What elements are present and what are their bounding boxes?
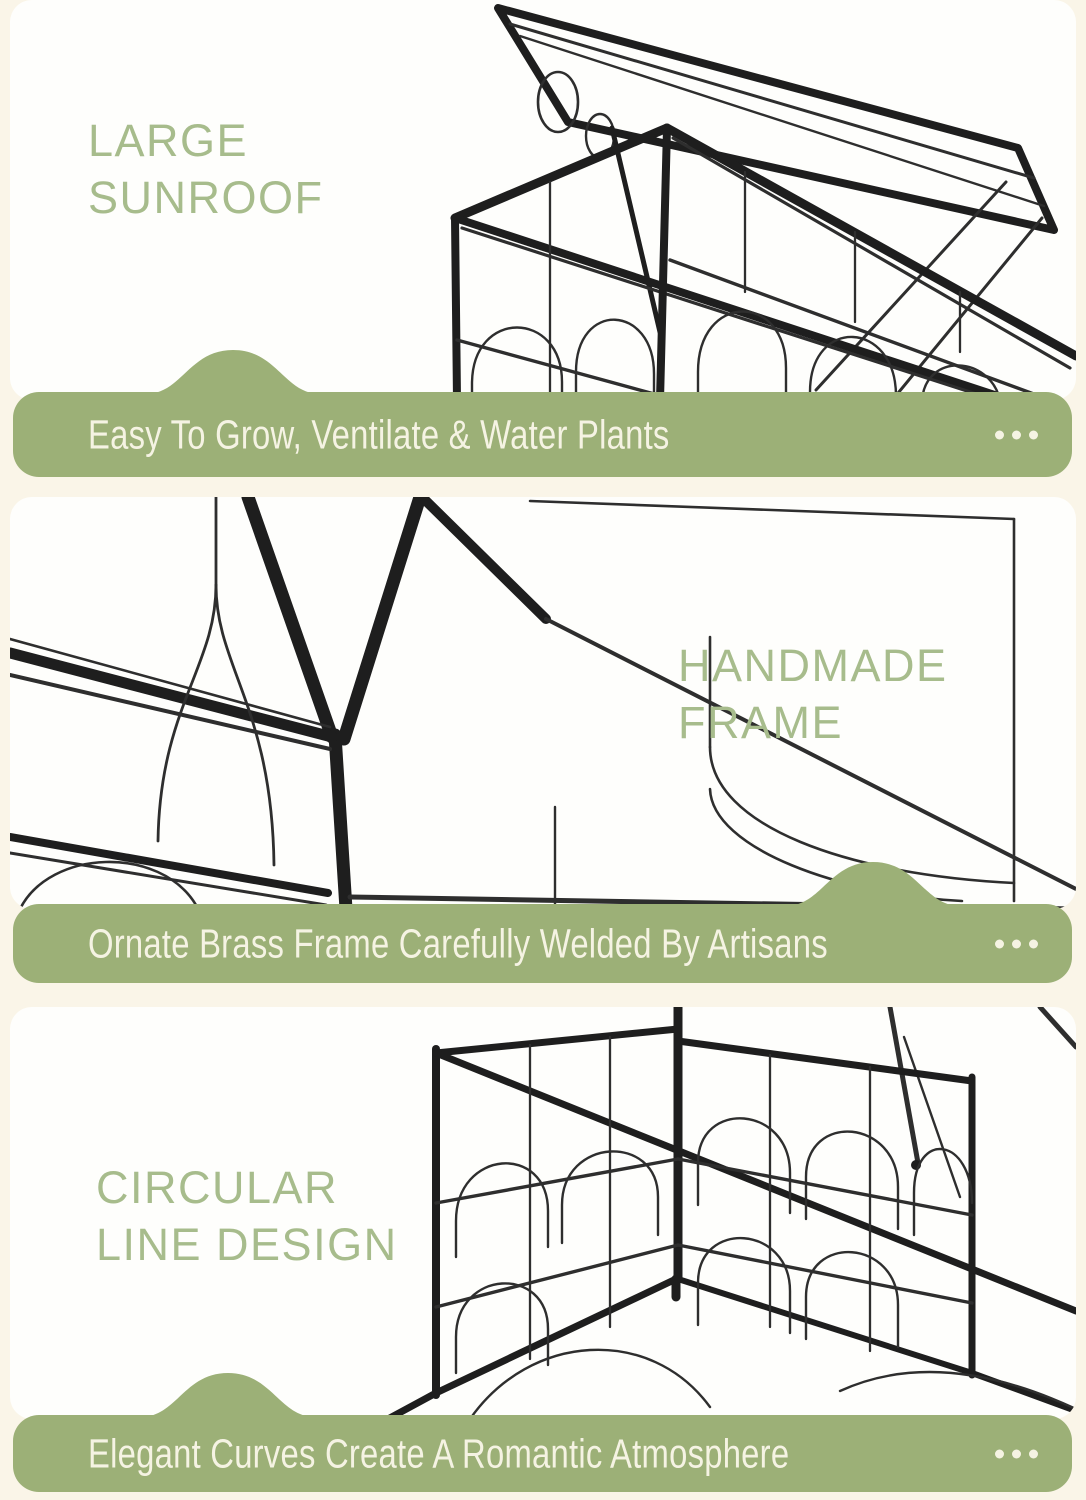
banner-caption: Easy To Grow, Ventilate & Water Plants xyxy=(88,411,670,457)
heading-line: LARGE xyxy=(88,115,249,166)
heading-line: LINE DESIGN xyxy=(96,1219,398,1270)
dot xyxy=(1029,939,1038,948)
heading-line: CIRCULAR xyxy=(96,1162,339,1213)
dot xyxy=(1012,939,1021,948)
ellipsis-icon xyxy=(995,1449,1038,1458)
ellipsis-icon xyxy=(995,939,1038,948)
banner-caption: Ornate Brass Frame Carefully Welded By Artisans xyxy=(88,920,828,966)
dot xyxy=(1029,430,1038,439)
section-heading-circular-line-design xyxy=(96,1159,398,1273)
heading-line: FRAME xyxy=(678,697,843,748)
photo-panel-curves xyxy=(10,1007,1076,1419)
photo-panel-frame xyxy=(10,497,1076,909)
banner-bump-shape xyxy=(148,347,318,394)
caption-banner-frame xyxy=(13,904,1072,983)
banner-caption: Elegant Curves Create A Romantic Atmosphere xyxy=(88,1430,790,1476)
banner-bump-shape xyxy=(143,1370,313,1417)
photo-panel-sunroof xyxy=(10,0,1076,400)
caption-banner-curves xyxy=(13,1415,1072,1492)
dot xyxy=(995,430,1004,439)
dot xyxy=(995,1449,1004,1458)
dot xyxy=(1012,430,1021,439)
banner-bump-shape xyxy=(788,859,958,906)
section-heading-handmade-frame xyxy=(678,637,948,751)
dot xyxy=(1029,1449,1038,1458)
section-heading-large-sunroof xyxy=(88,112,324,226)
heading-line: SUNROOF xyxy=(88,172,324,223)
ellipsis-icon xyxy=(995,430,1038,439)
dot xyxy=(995,939,1004,948)
caption-banner-sunroof xyxy=(13,392,1072,477)
heading-line: HANDMADE xyxy=(678,640,948,691)
dot xyxy=(1012,1449,1021,1458)
